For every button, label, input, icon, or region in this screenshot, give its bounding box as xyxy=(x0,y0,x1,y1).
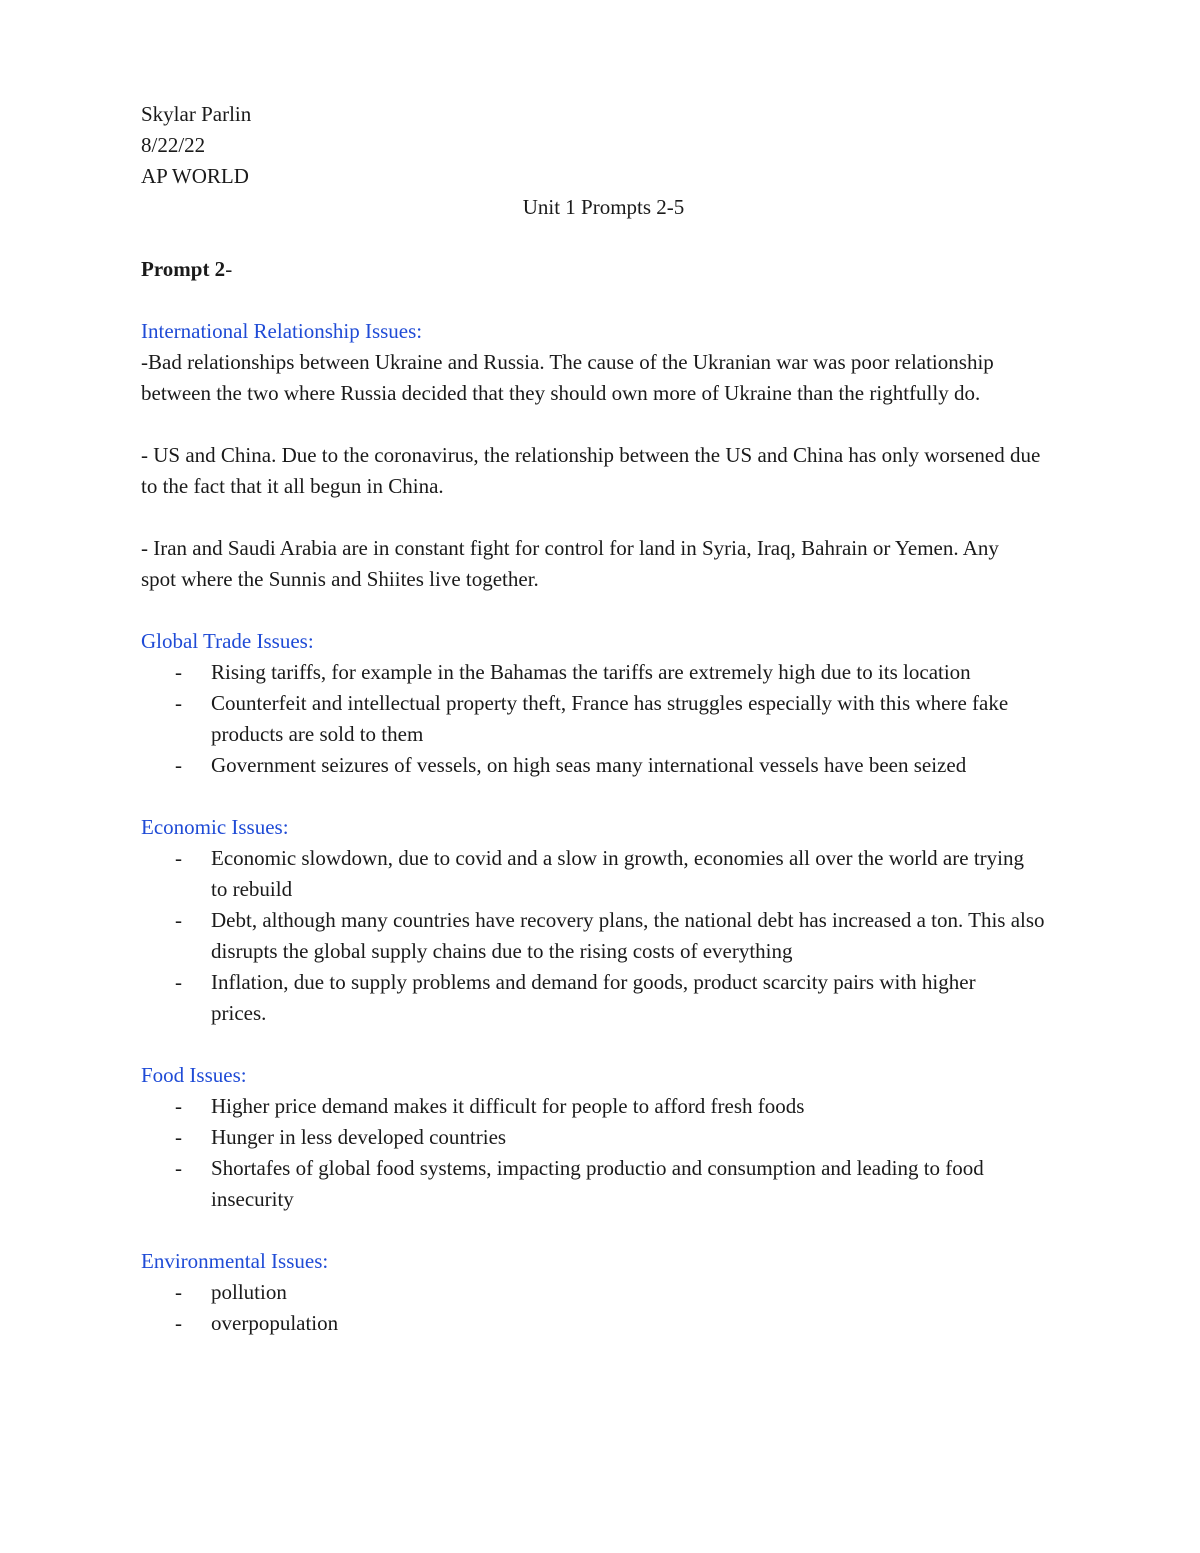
list-item xyxy=(141,843,1036,905)
bullet-marker: - xyxy=(175,908,182,932)
environmental-issues-list xyxy=(141,1277,1066,1339)
list-item-text: Government seizures of vessels, on high seas many international vessels have been seized xyxy=(211,753,967,777)
list-item-text: Inflation, due to supply problems and demand for goods, product scarcity pairs with higher prices. xyxy=(211,970,976,1025)
list-item xyxy=(141,1091,1041,1122)
list-item-text: Economic slowdown, due to covid and a slow in growth, economies all over the world are trying to rebuild xyxy=(211,846,1024,901)
list-item xyxy=(141,657,991,688)
list-item-text: Hunger in less developed countries xyxy=(211,1125,507,1149)
list-item xyxy=(141,1277,1066,1308)
paragraph-ukraine-russia: -Bad relationships between Ukraine and Russia. The cause of the Ukranian war was poor relationship between the two where Russia decided that they should own more of Ukraine than the rightfully do. xyxy=(141,350,994,405)
list-item xyxy=(141,688,1066,750)
trade-issues-list xyxy=(141,657,1066,781)
section-heading-international: International Relationship Issues: xyxy=(141,319,423,343)
list-item-text: Rising tariffs, for example in the Bahamas the tariffs are extremely high due to its location xyxy=(211,660,971,684)
prompt-heading-suffix: - xyxy=(225,257,233,281)
prompt-heading xyxy=(141,254,1066,285)
list-item-text: pollution xyxy=(211,1280,287,1304)
spacer xyxy=(141,502,1066,533)
bullet-marker: - xyxy=(175,691,182,715)
list-item xyxy=(141,1122,1041,1153)
author-name: Skylar Parlin xyxy=(141,102,252,126)
list-item-text: Higher price demand makes it difficult for people to afford fresh foods xyxy=(211,1094,805,1118)
list-item-text: Debt, although many countries have recovery plans, the national debt has increased a ton. This also disrupts the global supply chains due to the rising costs of everything xyxy=(211,908,1045,963)
list-item xyxy=(141,750,1136,781)
prompt-heading-text: Prompt 2 xyxy=(141,257,226,281)
list-item-text: Shortafes of global food systems, impacting productio and consumption and leading to food insecurity xyxy=(211,1156,984,1211)
course-name: AP WORLD xyxy=(141,164,249,188)
bullet-marker: - xyxy=(175,1280,182,1304)
bullet-marker: - xyxy=(175,1156,182,1180)
bullet-marker: - xyxy=(175,660,182,684)
document-date: 8/22/22 xyxy=(141,133,206,157)
list-item xyxy=(141,1308,1066,1339)
document-page xyxy=(141,99,1066,1339)
bullet-marker: - xyxy=(175,1125,182,1149)
paragraph-us-china: - US and China. Due to the coronavirus, the relationship between the US and China has only worsened due to the fact that it all begun in China. xyxy=(141,443,1041,498)
list-item-text: Counterfeit and intellectual property theft, France has struggles especially with this where fake products are sold to them xyxy=(211,691,1009,746)
spacer xyxy=(141,409,1066,440)
list-item xyxy=(141,905,1081,967)
spacer xyxy=(141,1029,1066,1060)
spacer xyxy=(141,1215,1066,1246)
bullet-marker: - xyxy=(175,1094,182,1118)
list-item xyxy=(141,967,1011,1029)
list-item xyxy=(141,1153,1041,1215)
food-issues-list xyxy=(141,1091,1066,1215)
bullet-marker: - xyxy=(175,970,182,994)
list-item-text: overpopulation xyxy=(211,1311,339,1335)
spacer xyxy=(141,781,1066,812)
section-heading-economic: Economic Issues: xyxy=(141,815,289,839)
bullet-marker: - xyxy=(175,846,182,870)
bullet-marker: - xyxy=(175,1311,182,1335)
economic-issues-list xyxy=(141,843,1066,1029)
section-heading-environmental: Environmental Issues: xyxy=(141,1249,329,1273)
bullet-marker: - xyxy=(175,753,182,777)
spacer xyxy=(141,223,1066,254)
section-heading-trade: Global Trade Issues: xyxy=(141,629,314,653)
spacer xyxy=(141,595,1066,626)
paragraph-iran-saudi: - Iran and Saudi Arabia are in constant fight for control for land in Syria, Iraq, Bahrain or Yemen. Any spot where the Sunnis and Shiites live together. xyxy=(141,536,999,591)
spacer xyxy=(141,285,1066,316)
section-heading-food: Food Issues: xyxy=(141,1063,247,1087)
document-title: Unit 1 Prompts 2-5 xyxy=(522,195,685,219)
